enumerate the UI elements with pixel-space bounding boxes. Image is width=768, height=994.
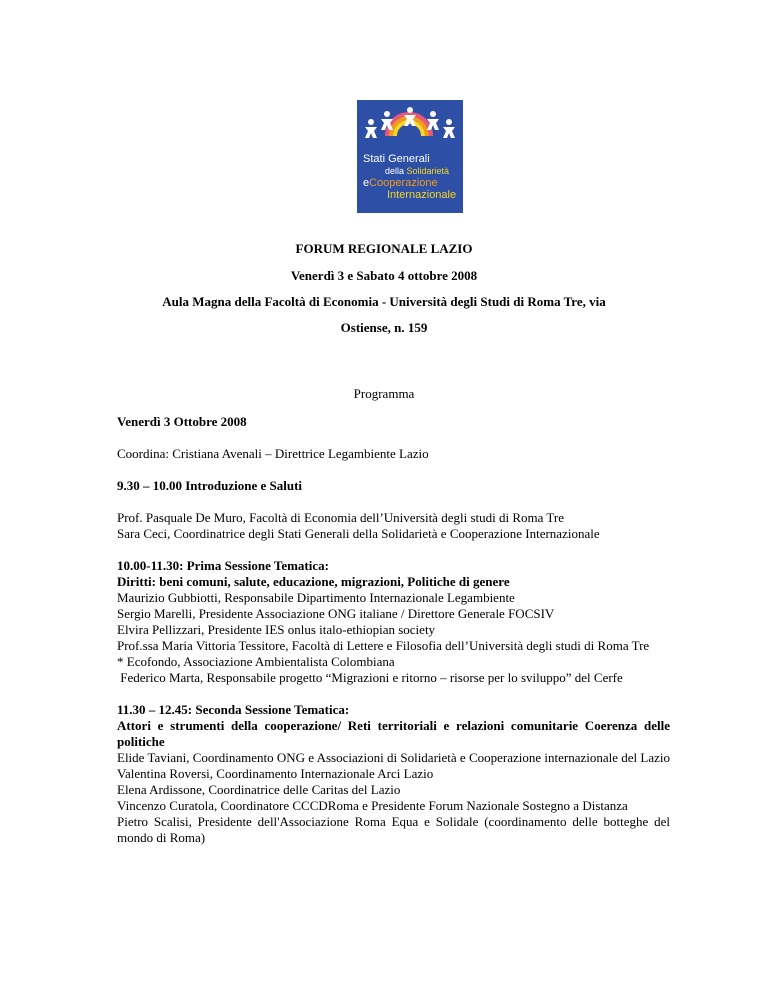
logo-text-line2-highlight: Solidarietà (406, 166, 450, 176)
event-dates: Venerdì 3 e Sabato 4 ottobre 2008 (290, 268, 478, 283)
session1-speaker: Elvira Pellizzari, Presidente IES onlus italo-ethiopian society (117, 622, 436, 637)
session2-heading (117, 702, 670, 718)
opening-speaker: Prof. Pasquale De Muro, Facoltà di Economia dell’Università degli studi di Roma Tre (117, 510, 564, 525)
venue-line-1: Aula Magna della Facoltà di Economia - Università degli Studi di Roma Tre, via (162, 294, 606, 309)
logo-text-line3-highlight: Cooperazione (369, 177, 438, 189)
session2-speaker: Elena Ardissone, Coordinatrice delle Caritas del Lazio (117, 782, 401, 797)
logo-text-line4: Internazionale (387, 189, 457, 201)
session1-speaker: * Ecofondo, Associazione Ambientalista Colombiana (117, 654, 395, 669)
session2-label: : Seconda Sessione Tematica: (187, 702, 350, 717)
venue-line-2: Ostiense, n. 159 (340, 320, 428, 335)
program-content (117, 414, 670, 846)
session1-speaker: Prof.ssa Maria Vittoria Tessitore, Facoltà di Lettere e Filosofia dell’Università degli studi di Roma Tre (117, 638, 650, 653)
session2-time: 11.30 – 12.45 (117, 702, 188, 717)
session1-speaker: Maurizio Gubbiotti, Responsabile Dipartimento Internazionale Legambiente (117, 590, 515, 605)
opening-title: 9.30 – 10.00 Introduzione e Saluti (117, 478, 303, 493)
programma-heading: Programma (353, 386, 415, 401)
logo-text-line3 (363, 177, 438, 189)
session2-speaker: Vincenzo Curatola, Coordinatore CCCDRoma e Presidente Forum Nazionale Sostegno a Distanza (117, 798, 628, 813)
session2-speaker: Pietro Scalisi, Presidente dell'Associazione Roma Equa e Solidale (coordinamento delle botteghe del mondo di Roma) (117, 814, 670, 845)
session1-time: 10.00-11.30 (117, 558, 180, 573)
logo-text-line3-prefix: e (363, 177, 370, 189)
session1-subtitle: Diritti: beni comuni, salute, educazione, migrazioni, Politiche di genere (117, 574, 510, 589)
session1-heading (117, 558, 670, 574)
session1-speaker: Federico Marta, Responsabile progetto “Migrazioni e ritorno – risorse per lo sviluppo” del Cerfe (117, 670, 623, 685)
logo-text-line2-prefix: della (385, 166, 407, 176)
session2-speaker: Valentina Roversi, Coordinamento Internazionale Arci Lazio (117, 766, 434, 781)
session1-label: : Prima Sessione Tematica: (179, 558, 329, 573)
session2-speaker: Elide Taviani, Coordinamento ONG e Associazioni di Solidarietà e Cooperazione internazionale del Lazio (117, 750, 670, 765)
session1-speaker: Sergio Marelli, Presidente Associazione ONG italiane / Direttore Generale FOCSIV (117, 606, 555, 621)
logo-graphic (357, 100, 463, 213)
opening-speaker: Sara Ceci, Coordinatrice degli Stati Generali della Solidarietà e Cooperazione Internazionale (117, 526, 600, 541)
logo-text-line1: Stati Generali (363, 153, 430, 165)
day-coordinator: Coordina: Cristiana Avenali – Direttrice Legambiente Lazio (117, 446, 429, 461)
logo-text-line2 (385, 166, 449, 176)
forum-title: FORUM REGIONALE LAZIO (295, 241, 473, 256)
session2-subtitle: Attori e strumenti della cooperazione/ Reti territoriali e relazioni comunitarie Coerenza delle politiche (117, 718, 670, 749)
day-title: Venerdì 3 Ottobre 2008 (117, 414, 247, 429)
event-logo (357, 100, 463, 213)
